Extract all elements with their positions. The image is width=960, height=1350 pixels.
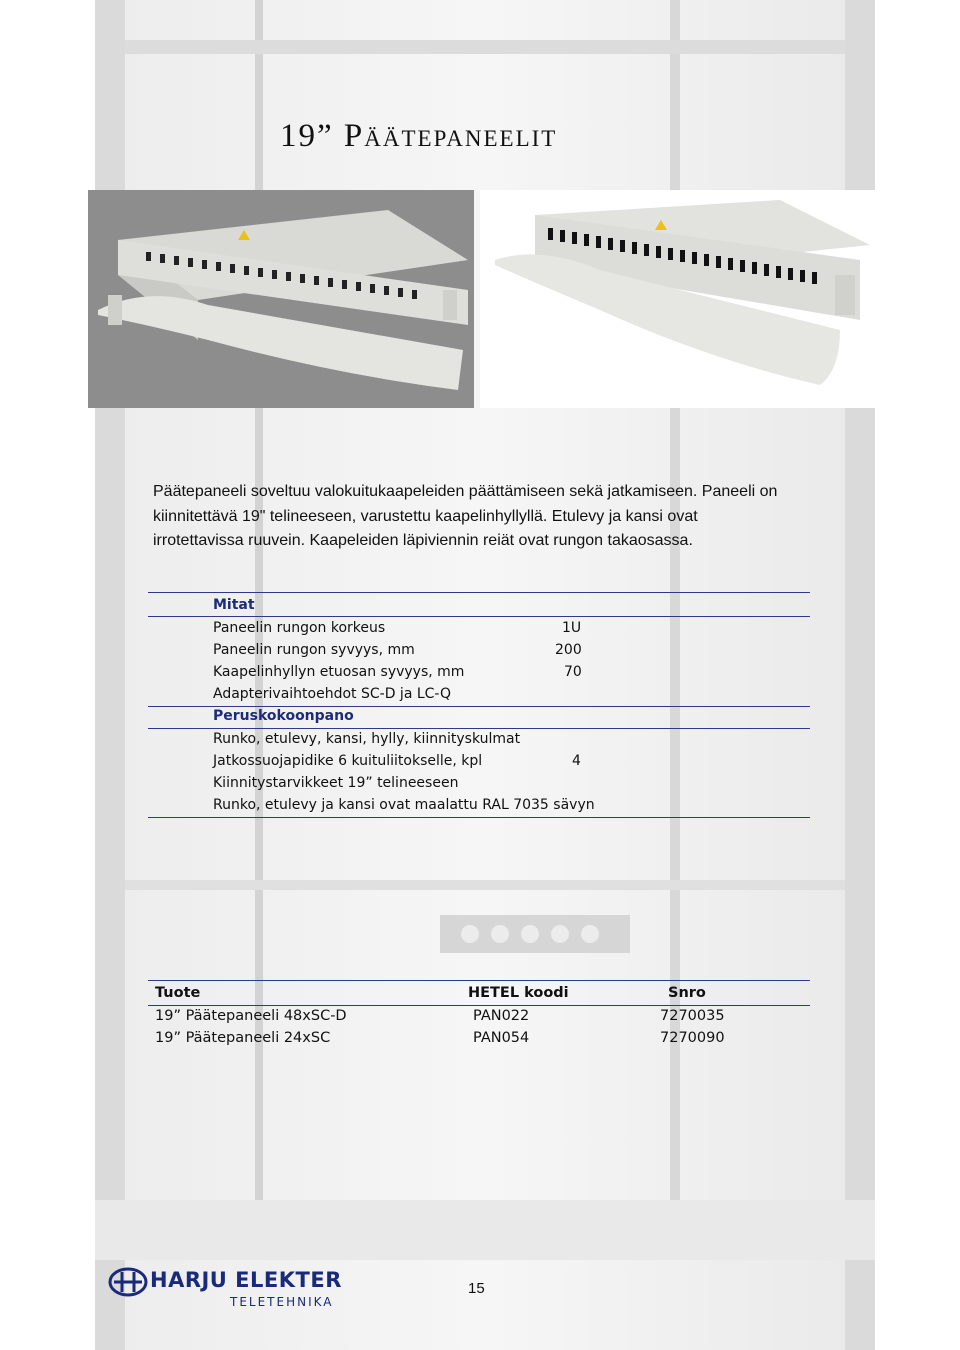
table-rule xyxy=(148,728,810,729)
logo-subtitle: TELETEHNIKA xyxy=(230,1295,334,1309)
section-heading-mitat: Mitat xyxy=(213,597,255,613)
column-header-snro: Snro xyxy=(668,985,706,1001)
content-value: 4 xyxy=(572,753,581,769)
table-cell-product: 19” Päätepaneeli 24xSC xyxy=(155,1030,331,1046)
content-label: Jatkossuojapidike 6 kuituliitokselle, kpl xyxy=(213,753,483,769)
spec-label: Paneelin rungon syvyys, mm xyxy=(213,642,415,658)
spec-label: Adapterivaihtoehdot SC-D ja LC-Q xyxy=(213,686,452,702)
table-cell-product: 19” Päätepaneeli 48xSC-D xyxy=(155,1008,347,1024)
description-line: kiinnitettävä 19" telineeseen, varustettu kaapelinhyllyllä. Etulevy ja kansi ovat xyxy=(153,507,698,525)
table-cell-snro: 7270090 xyxy=(660,1030,725,1046)
content-label: Kiinnitystarvikkeet 19” telineeseen xyxy=(213,775,459,791)
logo-emblem-icon xyxy=(108,1266,148,1298)
table-rule xyxy=(148,706,810,707)
patch-panel-photo-right xyxy=(480,190,886,408)
company-logo xyxy=(108,1262,348,1314)
section-heading-peruskokoonpano: Peruskokoonpano xyxy=(213,708,354,724)
spec-label: Kaapelinhyllyn etuosan syvyys, mm xyxy=(213,664,465,680)
page-title: 19” Päätepaneelit xyxy=(280,118,558,154)
content-label: Runko, etulevy ja kansi ovat maalattu RAL 7035 sävyn xyxy=(213,797,595,813)
table-rule xyxy=(148,1005,810,1006)
table-rule xyxy=(148,616,810,617)
table-rule xyxy=(148,980,810,981)
description-line: irrotettavissa ruuvein. Kaapeleiden läpiviennin reiät ovat rungon takaosassa. xyxy=(153,532,693,549)
table-cell-code: PAN022 xyxy=(473,1008,530,1024)
spec-label: Paneelin rungon korkeus xyxy=(213,620,386,636)
table-rule xyxy=(148,817,810,818)
product-description xyxy=(153,480,813,554)
spec-value: 70 xyxy=(564,664,582,680)
table-cell-code: PAN054 xyxy=(473,1030,530,1046)
logo-company-name: HARJU ELEKTER xyxy=(150,1268,342,1292)
description-line: Päätepaneeli soveltuu valokuitukaapeleiden päättämiseen sekä jatkamiseen. Paneeli on xyxy=(153,483,778,500)
patch-panel-photo-left xyxy=(88,190,474,408)
page-number: 15 xyxy=(468,1280,485,1297)
spec-value: 200 xyxy=(555,642,582,658)
column-header-tuote: Tuote xyxy=(155,985,201,1001)
column-header-hetel-koodi: HETEL koodi xyxy=(468,985,569,1001)
spec-value: 1U xyxy=(562,620,582,636)
table-rule xyxy=(148,592,810,593)
table-cell-snro: 7270035 xyxy=(660,1008,725,1024)
content-label: Runko, etulevy, kansi, hylly, kiinnityskulmat xyxy=(213,731,521,747)
